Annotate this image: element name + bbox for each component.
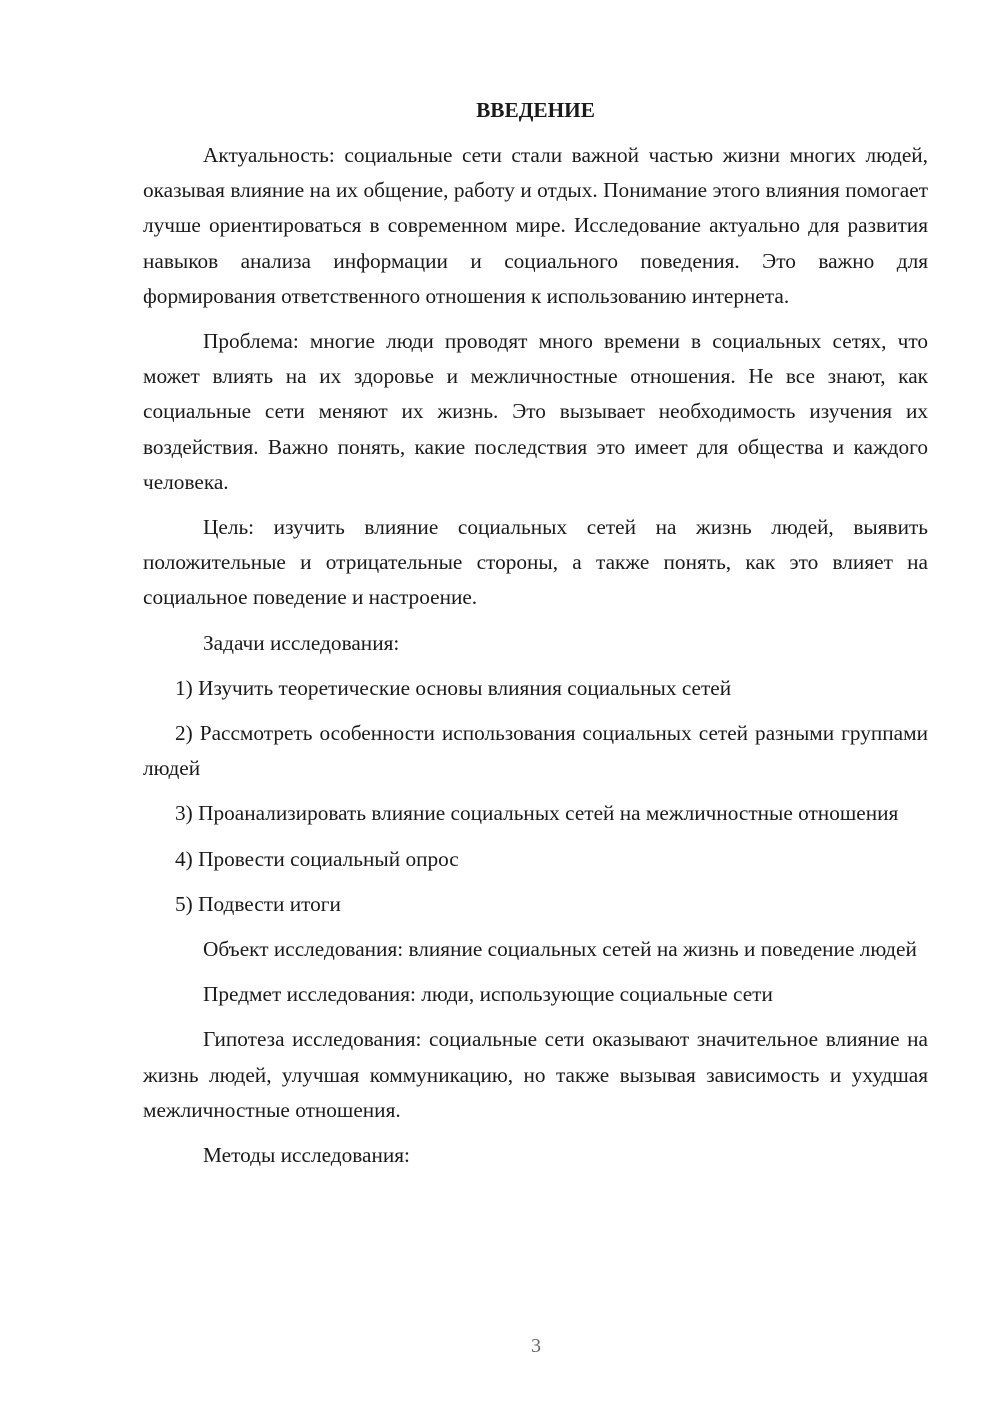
task-item: 3) Проанализировать влияние социальных сетей на межличностные отношения <box>175 801 899 826</box>
task-item: 4) Провести социальный опрос <box>175 846 459 871</box>
paragraph-object: Объект исследования: влияние социальных сетей на жизнь и поведение людей <box>203 937 917 962</box>
paragraph-relevance: Актуальность: социальные сети стали важной частью жизни многих людей, оказывая влияние на их общение, работу и отдых. Понимание этого влияния помогает лучше ориентироваться в современном мире. Исследование актуально для развития навыков анализа информации и социального поведения. Это важно для формирования ответственного отношения к использованию интернета. <box>143 143 928 308</box>
paragraph-problem: Проблема: многие люди проводят много времени в социальных сетях, что может влиять на их здоровье и межличностные отношения. Не все знают, как социальные сети меняют их жизнь. Это вызывает необходимость изучения их воздействия. Важно понять, какие последствия это имеет для общества и каждого человека. <box>143 329 928 494</box>
task-item: 2) Рассмотреть особенности использования социальных сетей разными группами людей <box>143 721 928 781</box>
paragraph-subject: Предмет исследования: люди, использующие социальные сети <box>203 982 773 1007</box>
tasks-heading: Задачи исследования: <box>203 630 400 655</box>
paragraph-hypothesis: Гипотеза исследования: социальные сети оказывают значительное влияние на жизнь людей, улучшая коммуникацию, но также вызывая зависимость и ухудшая межличностные отношения. <box>143 1027 928 1122</box>
page-title: ВВЕДЕНИЕ <box>476 98 595 122</box>
page-number: 3 <box>531 1335 541 1357</box>
paragraph-goal: Цель: изучить влияние социальных сетей на жизнь людей, выявить положительные и отрицательные стороны, а также понять, как это влияет на социальное поведение и настроение. <box>143 515 928 610</box>
task-item: 1) Изучить теоретические основы влияния социальных сетей <box>175 675 732 700</box>
document-body <box>143 96 928 1183</box>
task-item: 5) Подвести итоги <box>175 891 341 916</box>
methods-heading: Методы исследования: <box>203 1143 410 1168</box>
